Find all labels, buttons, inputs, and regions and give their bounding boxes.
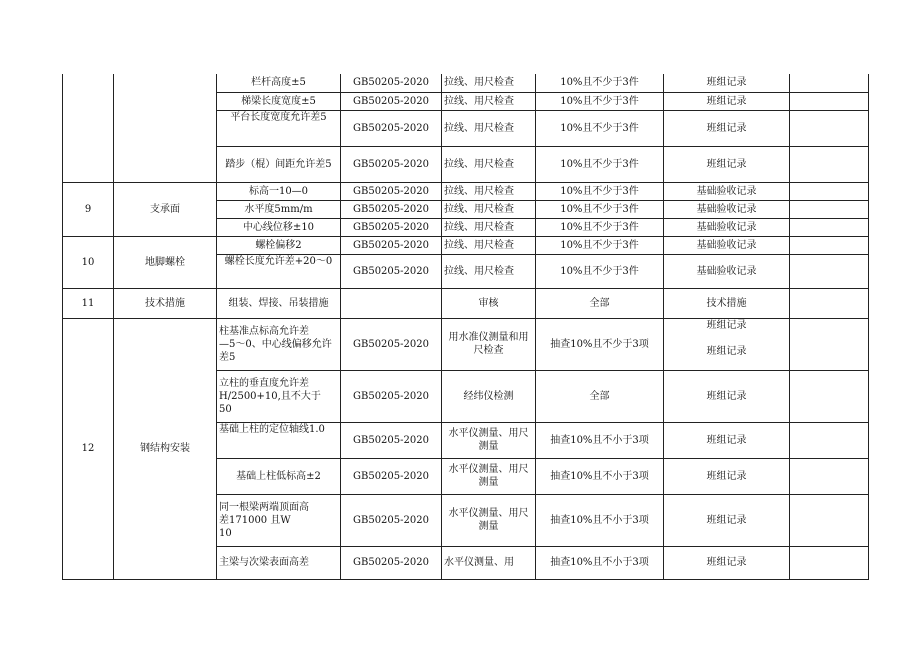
record-cell: 班组记录: [664, 458, 790, 494]
method-cell: 拉线、用尺检查: [442, 182, 536, 200]
table-row: [63, 318, 869, 370]
item-cell: 栏杆高度±5: [217, 74, 341, 92]
item-cell: 主梁与次梁表面高差: [217, 546, 341, 579]
table-row: [63, 288, 869, 318]
method-cell: 审核: [442, 288, 536, 318]
record-cell: 基础验收记录: [664, 182, 790, 200]
sampling-cell: 10%且不少于3件: [536, 182, 664, 200]
standard-cell: GB50205-2020: [341, 458, 442, 494]
item-cell: 组装、焊接、吊装措施: [217, 288, 341, 318]
sampling-cell: 10%且不少于3件: [536, 254, 664, 288]
remark-cell: [790, 254, 869, 288]
standard-cell: GB50205-2020: [341, 236, 442, 254]
remark-cell: [790, 92, 869, 110]
record-cell: 基础验收记录: [664, 218, 790, 236]
sampling-cell: 10%且不少于3件: [536, 74, 664, 92]
record-cell: 班组记录: [664, 74, 790, 92]
sampling-cell: 抽查10%且不小于3项: [536, 546, 664, 579]
remark-cell: [790, 110, 869, 146]
remark-cell: [790, 370, 869, 422]
method-cell: 拉线、用尺检查: [442, 74, 536, 92]
standard-cell: GB50205-2020: [341, 422, 442, 458]
remark-cell: [790, 182, 869, 200]
sampling-cell: 全部: [536, 288, 664, 318]
standard-cell: GB50205-2020: [341, 92, 442, 110]
category-cell: 地脚螺栓: [114, 236, 217, 288]
standard-cell: GB50205-2020: [341, 146, 442, 182]
seq-cell: 12: [63, 318, 114, 579]
item-cell: 平台长度宽度允许差5: [217, 110, 341, 146]
item-cell: 水平度5mm/m: [217, 200, 341, 218]
method-cell: 拉线、用尺检查: [442, 218, 536, 236]
remark-cell: [790, 494, 869, 546]
method-cell: 拉线、用尺检查: [442, 236, 536, 254]
standard-cell: GB50205-2020: [341, 370, 442, 422]
record-cell: 班组记录: [664, 110, 790, 146]
item-cell: 基础上柱的定位轴线1.0: [217, 422, 341, 458]
category-cell: [114, 74, 217, 182]
category-cell: 支承面: [114, 182, 217, 236]
item-cell: 柱基准点标高允许差 —5～0、中心线偏移允许 差5: [217, 318, 341, 370]
remark-cell: [790, 218, 869, 236]
method-cell: 经纬仪检测: [442, 370, 536, 422]
standard-cell: GB50205-2020: [341, 546, 442, 579]
item-cell: 梯梁长度宽度±5: [217, 92, 341, 110]
seq-cell: 10: [63, 236, 114, 288]
sampling-cell: 10%且不少于3件: [536, 200, 664, 218]
item-cell: 标高一10—0: [217, 182, 341, 200]
method-cell: 拉线、用尺检查: [442, 146, 536, 182]
sampling-cell: 抽查10%且不小于3项: [536, 422, 664, 458]
method-cell: 拉线、用尺检查: [442, 92, 536, 110]
category-cell: 钢结构安装: [114, 318, 217, 579]
remark-cell: [790, 288, 869, 318]
remark-cell: [790, 200, 869, 218]
standard-cell: GB50205-2020: [341, 182, 442, 200]
item-cell: 同一根梁两端顶面高 差171000 且W 10: [217, 494, 341, 546]
sampling-cell: 10%且不少于3件: [536, 92, 664, 110]
item-cell: 基础上柱低标高±2: [217, 458, 341, 494]
method-cell: 用水准仪测量和用 尺检查: [442, 318, 536, 370]
record-cell: 班组记录: [664, 422, 790, 458]
record-cell: 技术措施: [664, 288, 790, 318]
method-cell: 拉线、用尺检查: [442, 110, 536, 146]
item-cell: 立柱的垂直度允许差 H/2500+10,且不大于 50: [217, 370, 341, 422]
method-cell: 水平仪测量、用尺 测量: [442, 458, 536, 494]
seq-cell: 9: [63, 182, 114, 236]
record-cell: 班组记录: [664, 370, 790, 422]
standard-cell: GB50205-2020: [341, 254, 442, 288]
seq-cell: 11: [63, 288, 114, 318]
table-row: [63, 74, 869, 92]
method-cell: 拉线、用尺检查: [442, 254, 536, 288]
item-cell: 中心线位移±10: [217, 218, 341, 236]
remark-cell: [790, 74, 869, 92]
remark-cell: [790, 236, 869, 254]
record-cell: 班组记录: [664, 92, 790, 110]
standard-cell: GB50205-2020: [341, 318, 442, 370]
method-cell: 拉线、用尺检查: [442, 200, 536, 218]
method-cell: 水平仪测量、用: [442, 546, 536, 579]
sampling-cell: 抽查10%且不少于3项: [536, 318, 664, 370]
remark-cell: [790, 546, 869, 579]
remark-cell: [790, 318, 869, 370]
standard-cell: GB50205-2020: [341, 74, 442, 92]
category-cell: 技术措施: [114, 288, 217, 318]
record-cell: 班组记录 班组记录: [664, 318, 790, 370]
sampling-cell: 10%且不少于3件: [536, 236, 664, 254]
record-cell: 班组记录: [664, 146, 790, 182]
sampling-cell: 10%且不少于3件: [536, 218, 664, 236]
seq-cell: [63, 74, 114, 182]
item-cell: 螺栓偏移2: [217, 236, 341, 254]
item-cell: 螺栓长度允许差+20～0: [217, 254, 341, 288]
standard-cell: GB50205-2020: [341, 218, 442, 236]
sampling-cell: 抽查10%且不小于3项: [536, 458, 664, 494]
sampling-cell: 10%且不少于3件: [536, 146, 664, 182]
standard-cell: [341, 288, 442, 318]
record-cell: 基础验收记录: [664, 200, 790, 218]
remark-cell: [790, 146, 869, 182]
record-cell: 班组记录: [664, 494, 790, 546]
standard-cell: GB50205-2020: [341, 200, 442, 218]
record-cell: 基础验收记录: [664, 236, 790, 254]
standard-cell: GB50205-2020: [341, 494, 442, 546]
sampling-cell: 10%且不少于3件: [536, 110, 664, 146]
sampling-cell: 抽查10%且不小于3项: [536, 494, 664, 546]
sampling-cell: 全部: [536, 370, 664, 422]
table-row: [63, 236, 869, 254]
method-cell: 水平仪测量、用尺 测量: [442, 422, 536, 458]
method-cell: 水平仪测量、用尺 测量: [442, 494, 536, 546]
item-cell: 踏步（棍）间距允许差5: [217, 146, 341, 182]
table-row: [63, 182, 869, 200]
standard-cell: GB50205-2020: [341, 110, 442, 146]
remark-cell: [790, 422, 869, 458]
inspection-table: [62, 74, 869, 580]
record-cell: 基础验收记录: [664, 254, 790, 288]
remark-cell: [790, 458, 869, 494]
record-cell: 班组记录: [664, 546, 790, 579]
